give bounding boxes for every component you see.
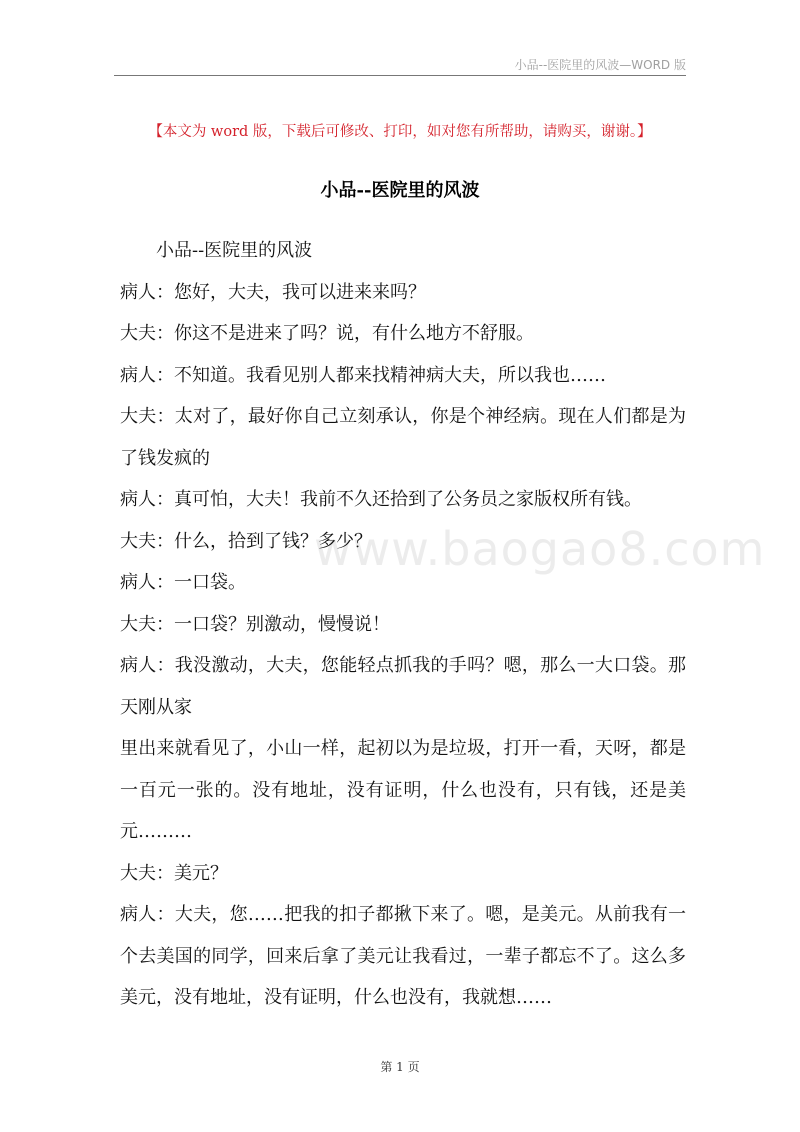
body-paragraph: 大夫：什么，拾到了钱？多少？ [120,530,372,552]
body-paragraph: 大夫：你这不是进来了吗？说，有什么地方不舒服。 [120,323,534,344]
page-number: 第 1 页 [380,1060,420,1074]
body-paragraph: 病人：我没激动，大夫，您能轻点抓我的手吗？嗯，那么一大口袋。那天刚从家 [120,655,686,718]
body-paragraph: 大夫：一口袋？别激动，慢慢说！ [120,613,390,635]
document-title: 小品--医院里的风波 [320,180,480,201]
body-paragraph: 病人：大夫，您……把我的扣子都揪下来了。嗯，是美元。从前我有一个去美国的同学，回来后拿了美元让我看过，一辈子都忘不了。这么多美元，没有地址，没有证明，什么也没有，我就想…… [120,904,686,1008]
body-paragraph: 病人：不知道。我看见别人都来找精神病大夫，所以我也…… [120,364,606,386]
document-body [120,230,686,1019]
body-paragraph: 小品--医院里的风波 [156,240,313,261]
download-notice: 【本文为 word 版，下载后可修改、打印，如对您有所帮助，请购买，谢谢。】 [148,124,652,140]
body-paragraph: 病人：一口袋。 [120,572,246,593]
header-rule [114,75,686,76]
body-paragraph: 大夫：美元？ [120,862,228,884]
body-paragraph: 病人：真可怕，大夫！我前不久还拾到了公务员之家版权所有钱。 [120,489,642,510]
body-paragraph: 病人：您好，大夫，我可以进来来吗？ [120,281,426,303]
body-paragraph: 大夫：太对了，最好你自己立刻承认，你是个神经病。现在人们都是为了钱发疯的 [120,406,686,469]
watermark: www.baogao8.com [314,522,766,576]
running-header: 小品--医院里的风波—WORD 版 [514,58,686,72]
body-paragraph: 里出来就看见了，小山一样，起初以为是垃圾，打开一看，天呀，都是一百元一张的。没有地址，没有证明，什么也没有，只有钱，还是美元……… [120,738,686,842]
